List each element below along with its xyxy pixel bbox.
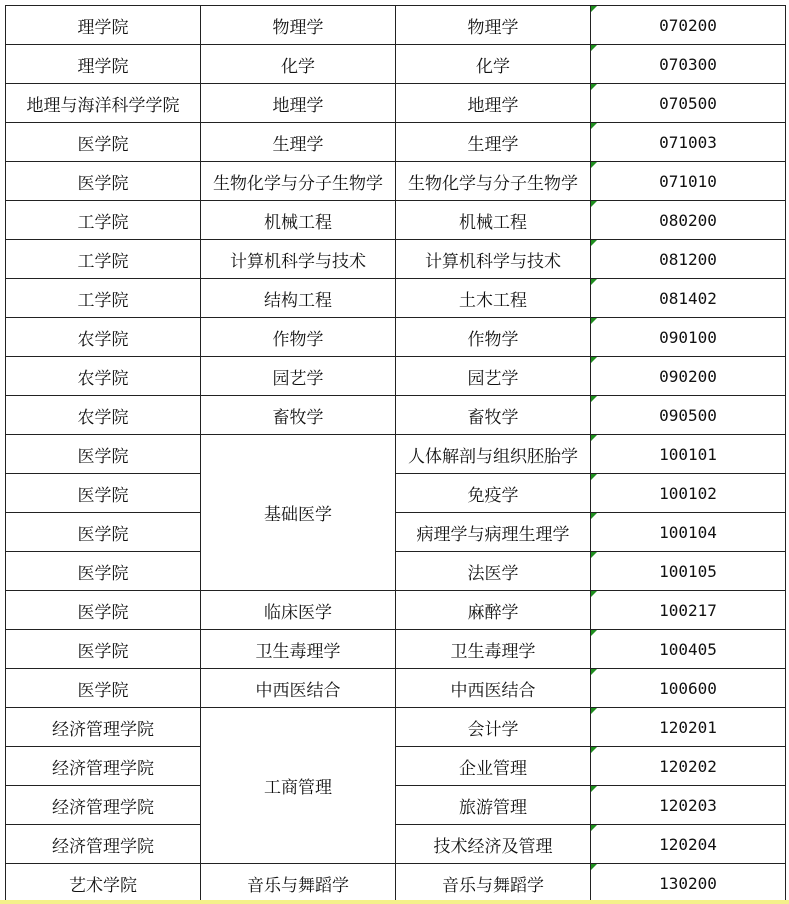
table-row xyxy=(6,513,786,552)
table-row xyxy=(6,240,786,279)
table-row xyxy=(6,825,786,864)
discipline-code-cell[interactable]: 100217 xyxy=(591,591,786,630)
primary-discipline-cell[interactable]: 机械工程 xyxy=(201,201,396,240)
table-row xyxy=(6,552,786,591)
secondary-discipline-cell[interactable]: 园艺学 xyxy=(396,357,591,396)
primary-discipline-cell[interactable]: 临床医学 xyxy=(201,591,396,630)
college-cell[interactable]: 理学院 xyxy=(6,6,201,45)
secondary-discipline-cell[interactable]: 生物化学与分子生物学 xyxy=(396,162,591,201)
primary-discipline-cell[interactable]: 园艺学 xyxy=(201,357,396,396)
college-cell[interactable]: 经济管理学院 xyxy=(6,747,201,786)
table-row xyxy=(6,318,786,357)
college-cell[interactable]: 地理与海洋科学学院 xyxy=(6,84,201,123)
primary-discipline-merged-cell[interactable]: 基础医学 xyxy=(201,435,396,591)
table-row xyxy=(6,45,786,84)
college-cell[interactable]: 医学院 xyxy=(6,669,201,708)
table-row xyxy=(6,396,786,435)
primary-discipline-cell[interactable]: 生物化学与分子生物学 xyxy=(201,162,396,201)
secondary-discipline-cell[interactable]: 中西医结合 xyxy=(396,669,591,708)
selected-row-highlight xyxy=(0,900,789,904)
college-cell[interactable]: 理学院 xyxy=(6,45,201,84)
secondary-discipline-cell[interactable]: 物理学 xyxy=(396,6,591,45)
secondary-discipline-cell[interactable]: 机械工程 xyxy=(396,201,591,240)
discipline-table xyxy=(5,5,786,903)
table-row xyxy=(6,747,786,786)
primary-discipline-cell[interactable]: 计算机科学与技术 xyxy=(201,240,396,279)
secondary-discipline-cell[interactable]: 音乐与舞蹈学 xyxy=(396,864,591,903)
secondary-discipline-cell[interactable]: 旅游管理 xyxy=(396,786,591,825)
college-cell[interactable]: 经济管理学院 xyxy=(6,825,201,864)
discipline-code-cell[interactable]: 120203 xyxy=(591,786,786,825)
secondary-discipline-cell[interactable]: 计算机科学与技术 xyxy=(396,240,591,279)
college-cell[interactable]: 农学院 xyxy=(6,396,201,435)
secondary-discipline-cell[interactable]: 免疫学 xyxy=(396,474,591,513)
primary-discipline-cell[interactable]: 中西医结合 xyxy=(201,669,396,708)
table-row xyxy=(6,669,786,708)
discipline-code-cell[interactable]: 100102 xyxy=(591,474,786,513)
college-cell[interactable]: 艺术学院 xyxy=(6,864,201,903)
college-cell[interactable]: 经济管理学院 xyxy=(6,786,201,825)
table-row xyxy=(6,201,786,240)
primary-discipline-cell[interactable]: 生理学 xyxy=(201,123,396,162)
discipline-code-cell[interactable]: 080200 xyxy=(591,201,786,240)
table-row xyxy=(6,864,786,903)
secondary-discipline-cell[interactable]: 会计学 xyxy=(396,708,591,747)
discipline-code-cell[interactable]: 120204 xyxy=(591,825,786,864)
secondary-discipline-cell[interactable]: 技术经济及管理 xyxy=(396,825,591,864)
discipline-code-cell[interactable]: 081402 xyxy=(591,279,786,318)
college-cell[interactable]: 医学院 xyxy=(6,123,201,162)
college-cell[interactable]: 农学院 xyxy=(6,357,201,396)
college-cell[interactable]: 经济管理学院 xyxy=(6,708,201,747)
primary-discipline-cell[interactable]: 卫生毒理学 xyxy=(201,630,396,669)
discipline-code-cell[interactable]: 070300 xyxy=(591,45,786,84)
table-row xyxy=(6,6,786,45)
discipline-code-cell[interactable]: 100101 xyxy=(591,435,786,474)
college-cell[interactable]: 医学院 xyxy=(6,513,201,552)
secondary-discipline-cell[interactable]: 法医学 xyxy=(396,552,591,591)
table-row xyxy=(6,357,786,396)
college-cell[interactable]: 医学院 xyxy=(6,474,201,513)
primary-discipline-cell[interactable]: 音乐与舞蹈学 xyxy=(201,864,396,903)
discipline-code-cell[interactable]: 071003 xyxy=(591,123,786,162)
discipline-code-cell[interactable]: 090500 xyxy=(591,396,786,435)
table-row xyxy=(6,279,786,318)
table-row xyxy=(6,123,786,162)
table-row xyxy=(6,84,786,123)
secondary-discipline-cell[interactable]: 企业管理 xyxy=(396,747,591,786)
discipline-code-cell[interactable]: 100600 xyxy=(591,669,786,708)
secondary-discipline-cell[interactable]: 土木工程 xyxy=(396,279,591,318)
college-cell[interactable]: 工学院 xyxy=(6,279,201,318)
college-cell[interactable]: 医学院 xyxy=(6,435,201,474)
college-cell[interactable]: 医学院 xyxy=(6,591,201,630)
college-cell[interactable]: 医学院 xyxy=(6,552,201,591)
discipline-code-cell[interactable]: 090100 xyxy=(591,318,786,357)
discipline-code-cell[interactable]: 100104 xyxy=(591,513,786,552)
table-row xyxy=(6,162,786,201)
discipline-code-cell[interactable]: 071010 xyxy=(591,162,786,201)
discipline-code-cell[interactable]: 100105 xyxy=(591,552,786,591)
primary-discipline-cell[interactable]: 地理学 xyxy=(201,84,396,123)
table-row xyxy=(6,474,786,513)
discipline-code-cell[interactable]: 070200 xyxy=(591,6,786,45)
secondary-discipline-cell[interactable]: 地理学 xyxy=(396,84,591,123)
discipline-code-cell[interactable]: 130200 xyxy=(591,864,786,903)
table-row xyxy=(6,630,786,669)
table-row xyxy=(6,435,786,474)
secondary-discipline-cell[interactable]: 生理学 xyxy=(396,123,591,162)
secondary-discipline-cell[interactable]: 病理学与病理生理学 xyxy=(396,513,591,552)
secondary-discipline-cell[interactable]: 卫生毒理学 xyxy=(396,630,591,669)
primary-discipline-cell[interactable]: 物理学 xyxy=(201,6,396,45)
primary-discipline-cell[interactable]: 畜牧学 xyxy=(201,396,396,435)
secondary-discipline-cell[interactable]: 化学 xyxy=(396,45,591,84)
discipline-code-cell[interactable]: 100405 xyxy=(591,630,786,669)
table-row xyxy=(6,786,786,825)
secondary-discipline-cell[interactable]: 作物学 xyxy=(396,318,591,357)
secondary-discipline-cell[interactable]: 畜牧学 xyxy=(396,396,591,435)
college-cell[interactable]: 农学院 xyxy=(6,318,201,357)
discipline-code-cell[interactable]: 081200 xyxy=(591,240,786,279)
college-cell[interactable]: 医学院 xyxy=(6,162,201,201)
discipline-code-cell[interactable]: 120202 xyxy=(591,747,786,786)
spreadsheet-area xyxy=(5,5,786,903)
table-row xyxy=(6,591,786,630)
college-cell[interactable]: 工学院 xyxy=(6,201,201,240)
secondary-discipline-cell[interactable]: 人体解剖与组织胚胎学 xyxy=(396,435,591,474)
primary-discipline-cell[interactable]: 化学 xyxy=(201,45,396,84)
primary-discipline-cell[interactable]: 结构工程 xyxy=(201,279,396,318)
table-row xyxy=(6,708,786,747)
secondary-discipline-cell[interactable]: 麻醉学 xyxy=(396,591,591,630)
primary-discipline-merged-cell[interactable]: 工商管理 xyxy=(201,708,396,864)
college-cell[interactable]: 医学院 xyxy=(6,630,201,669)
discipline-code-cell[interactable]: 120201 xyxy=(591,708,786,747)
discipline-code-cell[interactable]: 090200 xyxy=(591,357,786,396)
primary-discipline-cell[interactable]: 作物学 xyxy=(201,318,396,357)
college-cell[interactable]: 工学院 xyxy=(6,240,201,279)
discipline-code-cell[interactable]: 070500 xyxy=(591,84,786,123)
